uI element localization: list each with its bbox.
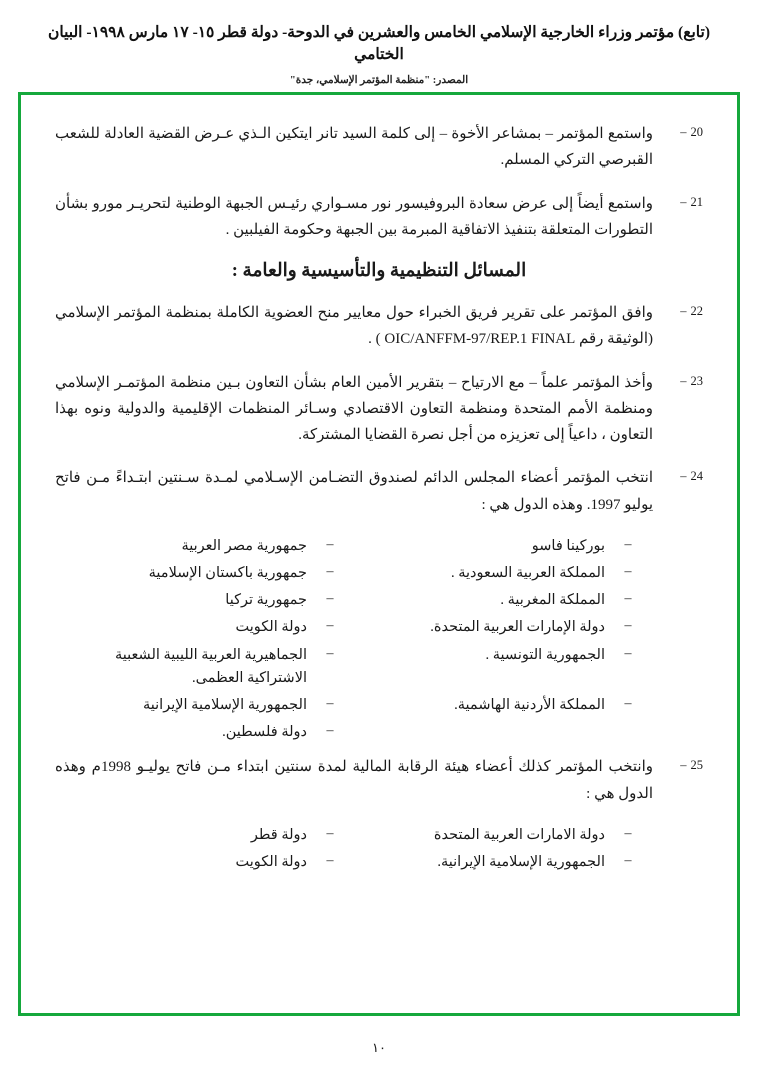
item-number bbox=[659, 300, 703, 319]
country-cell bbox=[55, 589, 353, 612]
item-text: وأخذ المؤتمر علماً – مع الارتياح – بتقرير الأمين العام بشأن التعاون بـين منظمة المؤتمـر الإسلامي ومنظمة الأمم المتحدة ومنظمة التعاون الاقتصادي وسـائر المنظمات الإقليمية والدولية ونوه بهذا التعاون ، داعياً إلى تعزيزه من أجل نصرة القضايا المشتركة. bbox=[55, 374, 653, 443]
dash-bullet-icon: – bbox=[624, 695, 632, 711]
item-number-value: 23 bbox=[690, 373, 703, 388]
dash-bullet-icon: – bbox=[624, 563, 632, 579]
country-name: المملكة الأردنية الهاشمية. bbox=[454, 696, 605, 713]
country-name: المملكة العربية السعودية . bbox=[450, 564, 605, 581]
country-cell bbox=[353, 616, 651, 639]
country-cell bbox=[353, 824, 651, 847]
country-row bbox=[55, 644, 651, 690]
dash-bullet-icon: – bbox=[624, 852, 632, 868]
country-row bbox=[55, 721, 651, 744]
dash-bullet-icon: – bbox=[326, 825, 334, 841]
country-row bbox=[55, 694, 651, 717]
list-item bbox=[55, 121, 703, 174]
list-item bbox=[55, 300, 703, 353]
dash-bullet-icon: – bbox=[326, 618, 334, 634]
page-title: (تابع) مؤتمر وزراء الخارجية الإسلامي الخامس والعشرين في الدوحة- دولة قطر ١٥- ١٧ مارس ١٩٩٨- البيان الختامي bbox=[48, 24, 710, 63]
item-number bbox=[659, 370, 703, 389]
item-number-value: 22 bbox=[690, 304, 703, 318]
item-number-value: 24 bbox=[690, 469, 703, 484]
dash-bullet-icon: – bbox=[624, 645, 632, 661]
country-cell bbox=[55, 562, 353, 585]
section-heading: المسائل التنظيمية والتأسيسية والعامة : bbox=[231, 261, 527, 281]
country-cell bbox=[353, 694, 651, 717]
country-row bbox=[55, 589, 651, 612]
country-name: الجمهورية الإسلامية الإيرانية. bbox=[437, 853, 605, 870]
item-number-value: 25 bbox=[690, 758, 703, 773]
country-cell bbox=[55, 694, 353, 717]
item-number bbox=[659, 465, 703, 484]
item-text: واستمع أيضاً إلى عرض سعادة البروفيسور نور مسـواري رئيـس الجبهة الوطنية لتحريـر مورو بشأن التطورات المتعلقة بتنفيذ الاتفاقية المبرمة بين الجبهة وحكومة الفيلبين . bbox=[55, 195, 653, 238]
country-name: دولة الإمارات العربية المتحدة. bbox=[430, 619, 605, 636]
item-number bbox=[659, 191, 703, 210]
country-cell bbox=[353, 851, 651, 874]
dash-bullet-icon: – bbox=[624, 825, 632, 841]
country-row bbox=[55, 824, 651, 847]
country-name: الجمهورية التونسية . bbox=[485, 646, 605, 663]
country-name: بوركينا فاسو bbox=[531, 537, 605, 554]
item-number-value: 21 bbox=[690, 194, 703, 209]
list-item bbox=[55, 370, 703, 449]
document-body bbox=[21, 95, 737, 1013]
country-row bbox=[55, 535, 651, 558]
country-name: دولة الكويت bbox=[235, 853, 307, 870]
country-row bbox=[55, 616, 651, 639]
item-number bbox=[659, 121, 703, 140]
item-text: وانتخب المؤتمر كذلك أعضاء هيئة الرقابة المالية لمدة سنتين ابتداء مـن فاتح يوليـو 1998م وهذه الدول هي : bbox=[55, 759, 653, 802]
dash-bullet-icon: – bbox=[624, 618, 632, 634]
item-dash: – bbox=[680, 125, 687, 139]
country-cell bbox=[55, 644, 353, 690]
dash-bullet-icon: – bbox=[326, 852, 334, 868]
dash-bullet-icon: – bbox=[326, 536, 334, 552]
page-number: ١٠ bbox=[372, 1040, 386, 1055]
country-name: جمهورية باكستان الإسلامية bbox=[148, 564, 307, 581]
country-cell bbox=[55, 824, 353, 847]
dash-bullet-icon: – bbox=[624, 591, 632, 607]
country-name: المملكة المغربية . bbox=[500, 592, 605, 609]
country-list-25 bbox=[55, 824, 703, 874]
country-list-24 bbox=[55, 535, 703, 745]
dash-bullet-icon: – bbox=[326, 591, 334, 607]
item-dash: – bbox=[680, 194, 687, 209]
list-item bbox=[55, 191, 703, 244]
country-cell bbox=[55, 721, 353, 744]
dash-bullet-icon: – bbox=[326, 645, 334, 661]
dash-bullet-icon: – bbox=[326, 723, 334, 739]
country-cell bbox=[353, 562, 651, 585]
country-name: دولة فلسطين. bbox=[222, 724, 307, 741]
country-name: الجماهيرية العربية الليبية الشعبية الاشتراكية العظمى. bbox=[115, 646, 307, 686]
country-row bbox=[55, 562, 651, 585]
country-cell bbox=[353, 589, 651, 612]
item-text: واستمع المؤتمر – بمشاعر الأخوة – إلى كلمة السيد تانر ايتكين الـذي عـرض القضية العادلة للشعب القبرصي التركي المسلم. bbox=[55, 126, 653, 169]
country-name: دولة الكويت bbox=[235, 619, 307, 636]
country-cell bbox=[353, 535, 651, 558]
green-border-frame bbox=[18, 92, 740, 1016]
document-header bbox=[0, 0, 758, 86]
country-name: الجمهورية الإسلامية الإيرانية bbox=[143, 696, 307, 713]
item-dash: – bbox=[680, 373, 687, 388]
item-dash: – bbox=[680, 304, 687, 318]
country-cell-empty bbox=[353, 721, 651, 744]
item-text: وافق المؤتمر على تقرير فريق الخبراء حول معايير منح العضوية الكاملة بمنظمة المؤتمر الإسلامي (الوثيقة رقم OIC/ANFFM-97/REP.1 FINAL ) . bbox=[55, 305, 653, 348]
country-cell bbox=[55, 851, 353, 874]
country-cell bbox=[55, 535, 353, 558]
list-item bbox=[55, 754, 703, 807]
country-row bbox=[55, 851, 651, 874]
country-name: جمهورية مصر العربية bbox=[181, 537, 307, 554]
country-name: دولة قطر bbox=[250, 826, 307, 843]
country-name: جمهورية تركيا bbox=[225, 592, 307, 609]
country-cell bbox=[353, 644, 651, 690]
country-cell bbox=[55, 616, 353, 639]
dash-bullet-icon: – bbox=[624, 536, 632, 552]
item-text: انتخب المؤتمر أعضاء المجلس الدائم لصندوق التضـامن الإسـلامي لمـدة سـنتين ابتـداءً مـن فاتح يوليو 1997. وهذه الدول هي : bbox=[55, 470, 653, 513]
item-dash: – bbox=[680, 469, 687, 484]
source-line: المصدر: "منظمة المؤتمر الإسلامي، جدة" bbox=[289, 75, 469, 87]
item-dash: – bbox=[680, 758, 687, 773]
dash-bullet-icon: – bbox=[326, 563, 334, 579]
item-number-value: 20 bbox=[690, 125, 703, 139]
list-item bbox=[55, 465, 703, 518]
item-number bbox=[659, 754, 703, 773]
country-name: دولة الامارات العربية المتحدة bbox=[433, 826, 605, 843]
dash-bullet-icon: – bbox=[326, 695, 334, 711]
